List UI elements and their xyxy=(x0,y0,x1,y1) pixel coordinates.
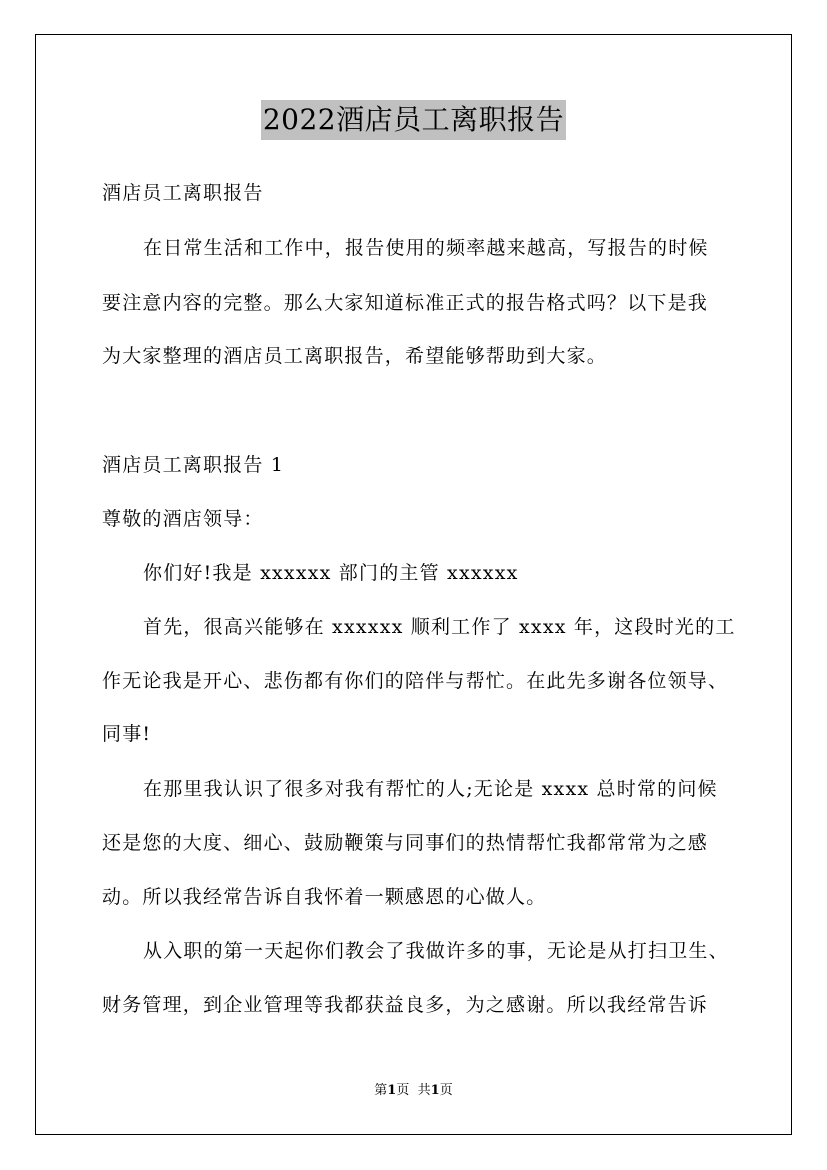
section-heading: 酒店员工离职报告 xyxy=(102,182,264,204)
paragraph-line: 首先，很高兴能够在 xxxxxx 顺利工作了 xxxx 年，这段时光的工 xyxy=(143,616,736,638)
title-container xyxy=(0,100,827,140)
paragraph-line: 在日常生活和工作中，报告使用的频率越来越高，写报告的时候 xyxy=(143,237,709,259)
paragraph-line: 从入职的第一天起你们教会了我做许多的事，无论是从打扫卫生、 xyxy=(143,940,729,962)
paragraph-line: 为大家整理的酒店员工离职报告，希望能够帮助到大家。 xyxy=(102,345,608,367)
document-title: 2022酒店员工离职报告 xyxy=(261,100,566,140)
paragraph-line: 在那里我认识了很多对我有帮忙的人;无论是 xxxx 总时常的问候 xyxy=(143,778,718,800)
total-label-prefix: 共 xyxy=(417,1083,431,1098)
paragraph-line: 同事! xyxy=(102,723,152,745)
total-pages: 1 xyxy=(430,1083,440,1098)
total-label-suffix: 页 xyxy=(439,1083,453,1098)
page-label-prefix: 第 xyxy=(374,1083,388,1098)
salutation: 尊敬的酒店领导： xyxy=(102,508,264,530)
paragraph-line: 要注意内容的完整。那么大家知道标准正式的报告格式吗？以下是我 xyxy=(102,292,709,314)
paragraph-line: 动。所以我经常告诉自我怀着一颗感恩的心做人。 xyxy=(102,886,547,908)
page-footer xyxy=(0,1082,827,1100)
page-label-suffix: 页 xyxy=(396,1083,410,1098)
paragraph-line: 你们好!我是 xxxxxx 部门的主管 xxxxxx xyxy=(143,562,519,584)
page-number: 1 xyxy=(387,1083,397,1098)
report-heading: 酒店员工离职报告 1 xyxy=(102,454,285,476)
paragraph-line: 作无论我是开心、悲伤都有你们的陪伴与帮忙。在此先多谢各位领导、 xyxy=(102,670,729,692)
paragraph-line: 财务管理，到企业管理等我都获益良多，为之感谢。所以我经常告诉 xyxy=(102,994,709,1016)
paragraph-line: 还是您的大度、细心、鼓励鞭策与同事们的热情帮忙我都常常为之感 xyxy=(102,832,709,854)
